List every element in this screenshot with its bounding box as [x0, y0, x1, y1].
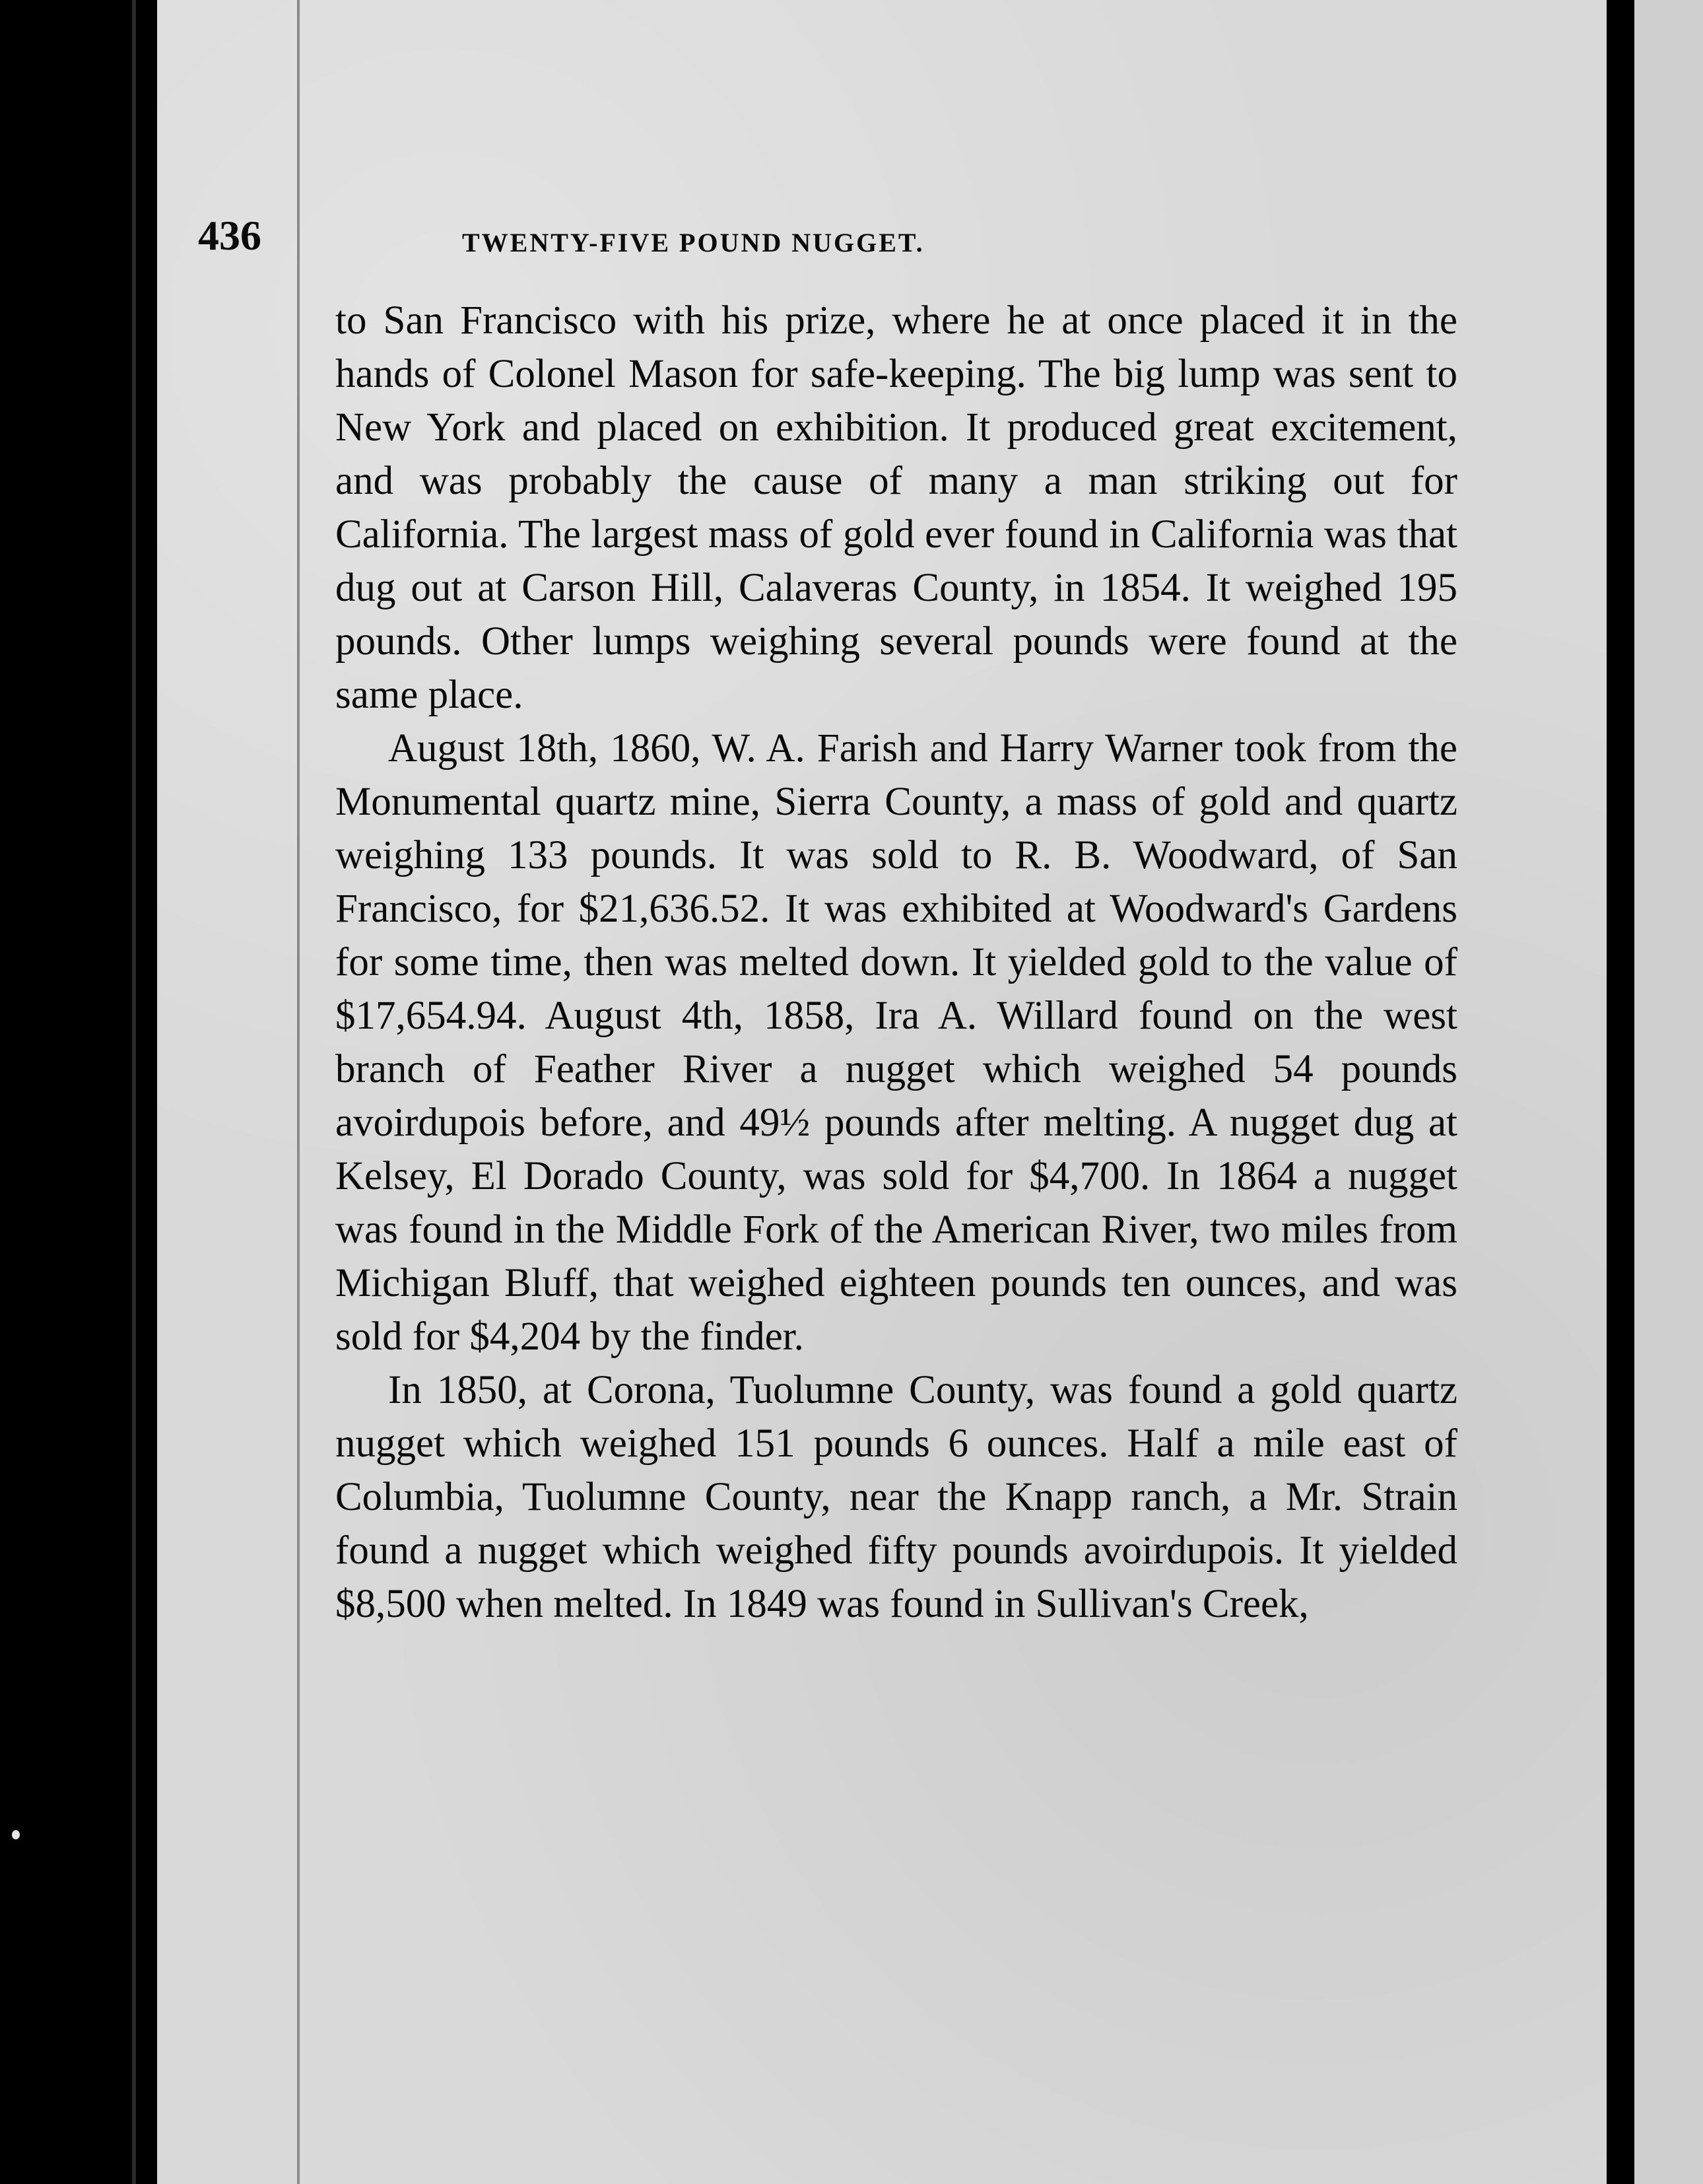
paragraph-farish-warner: August 18th, 1860, W. A. Farish and Harry Warner took from the Monumental quartz mine, Sierra County, a mass of gold and quartz weighing 133 pounds. It was sold to R. B. Woodward, of San Francisco, for $21,636.52. It was exhibited at Woodward's Gardens for some time, then was melted down. It yielded gold to the value of $17,654.94. August 4th, 1858, Ira A. Willard found on the west branch of Feather River a nugget which weighed 54 pounds avoirdupois before, and 49½ pounds after melting. A nugget dug at Kelsey, El Dorado County, was sold for $4,700. In 1864 a nugget was found in the Middle Fork of the American River, two miles from Michigan Bluff, that weighed eighteen pounds ten ounces, and was sold for $4,204 by the finder.: [335, 726, 1457, 1359]
scan-edge-line: [132, 0, 136, 2184]
page-number: 436: [198, 212, 261, 259]
adjacent-page-edge: [1634, 0, 1703, 2184]
running-head: [198, 198, 1386, 271]
paragraph-continued: to San Francisco with his prize, where he at once placed it in the hands of Colonel Mason for safe-keeping. The big lump was sent to New York and placed on exhibition. It produced great excitement, and was probably the cause of many a man striking out for California. The largest mass of gold ever found in California was that dug out at Carson Hill, Calaveras County, in 1854. It weighed 195 pounds. Other lumps weighing several pounds were found at the same place.: [335, 298, 1457, 717]
page-spine-shadow: [297, 0, 300, 2184]
running-title: TWENTY-FIVE POUND NUGGET.: [462, 228, 925, 257]
page-body: [335, 294, 1457, 1631]
book-gutter: [1607, 0, 1634, 2184]
paragraph-corona-nugget: In 1850, at Corona, Tuolumne County, was found a gold quartz nugget which weighed 151 pounds 6 ounces. Half a mile east of Columbia, Tuolumne County, near the Knapp ranch, a Mr. Strain found a nugget which weighed fifty pounds avoirdupois. It yielded $8,500 when melted. In 1849 was found in Sullivan's Creek,: [335, 1368, 1457, 1626]
scan-speck: [12, 1830, 20, 1839]
